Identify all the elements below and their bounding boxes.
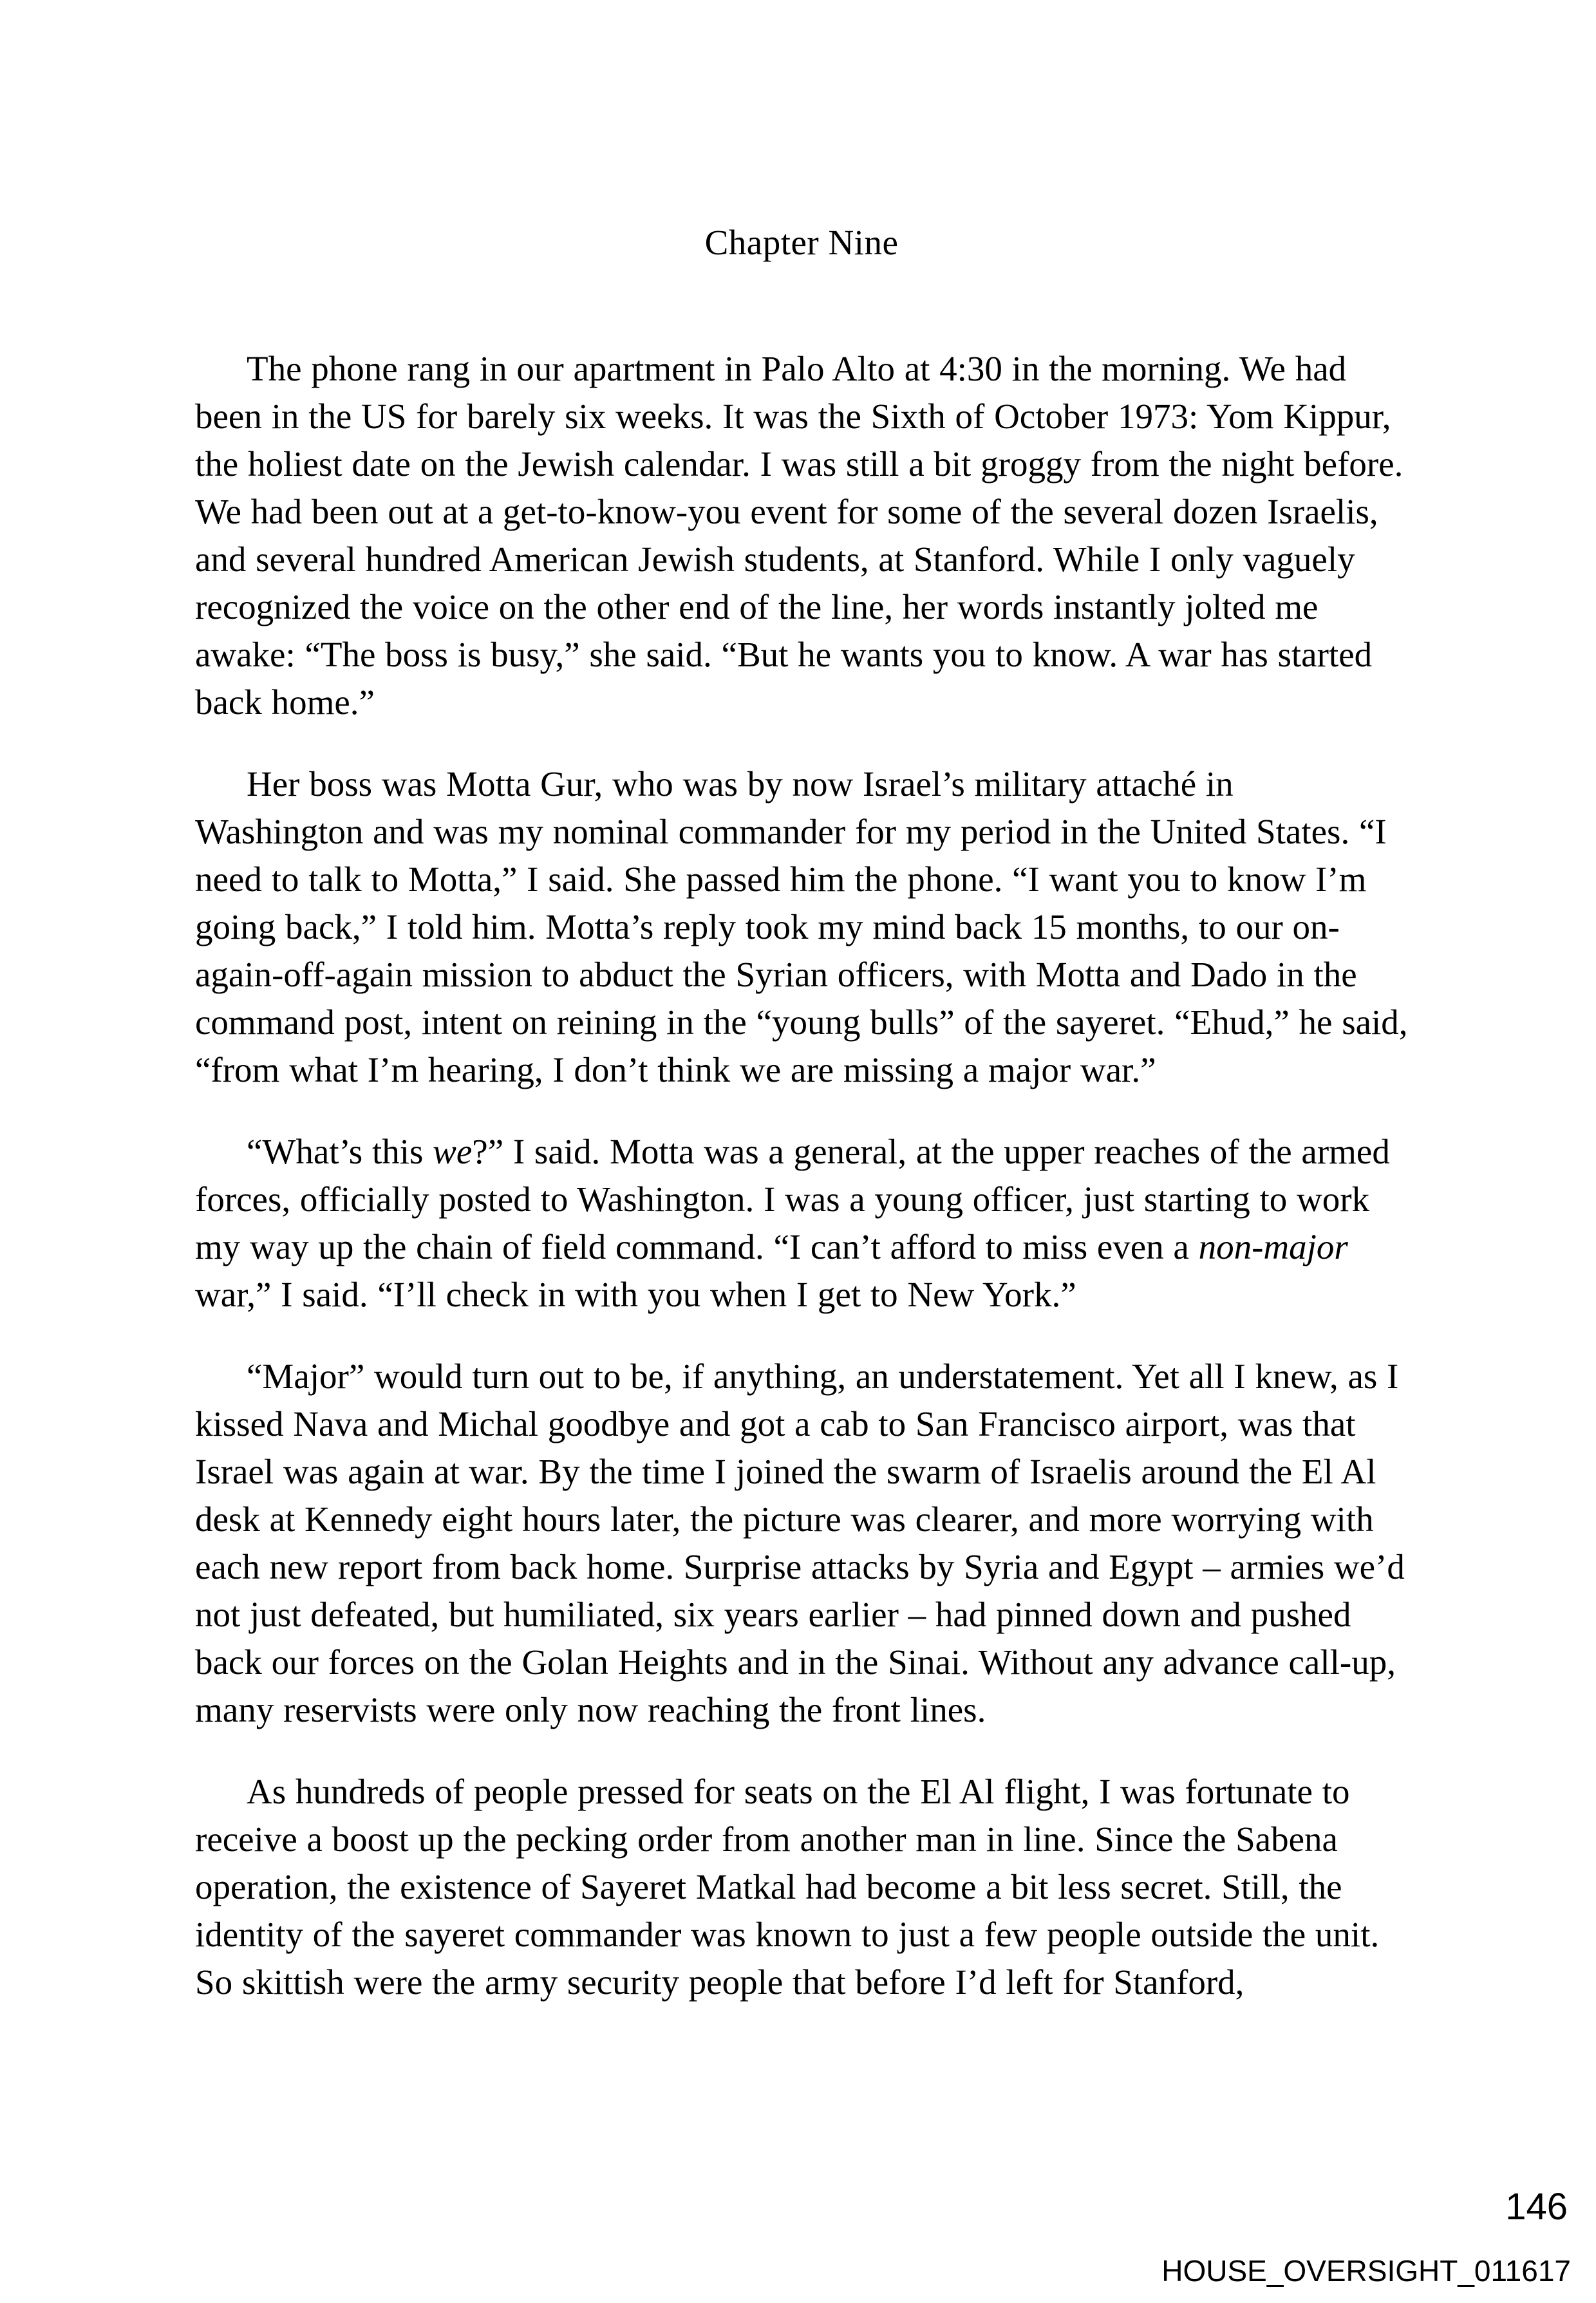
page-number: 146: [1505, 2186, 1568, 2228]
paragraph-1: [195, 345, 1408, 726]
paragraph-4: [195, 1353, 1408, 1734]
text-segment: The phone rang in our apartment in Palo Alto at 4:30 in the morning. We had been in the US for barely six weeks. It was the Sixth of October 1973: Yom Kippur, the holiest date on the Jewish calendar. I was still a bit groggy from the night before. We had been out at a get-to-know-you event for some of the several dozen Israelis, and several hundred American Jewish students, at Stanford. While I only vaguely recognized the voice on the other end of the line, her words instantly jolted me awake: “The boss is busy,” she said. “But he wants you to know. A war has started back home.”: [195, 349, 1404, 722]
body-text: [195, 345, 1408, 2006]
text-segment: Her boss was Motta Gur, who was by now Israel’s military attaché in Washington and was my nominal commander for my period in the United States. “I need to talk to Motta,” I said. She passed him the phone. “I want you to know I’m going back,” I told him. Motta’s reply took my mind back 15 months, to our on-again-off-again mission to abduct the Syrian officers, with Motta and Dado in the command post, intent on reining in the “young bulls” of the sayeret. “Ehud,” he said, “from what I’m hearing, I don’t think we are missing a major war.”: [195, 764, 1408, 1089]
text-segment-italic: non-major: [1198, 1227, 1348, 1266]
paragraph-2: [195, 760, 1408, 1094]
paragraph-5: [195, 1768, 1408, 2006]
text-segment: “What’s this: [247, 1132, 433, 1171]
bates-number: HOUSE_OVERSIGHT_011617: [1161, 2254, 1571, 2288]
text-segment-italic: we: [433, 1132, 473, 1171]
text-segment: ?” I said. Motta was a general, at the upper reaches of the armed forces, officially posted to Washington. I was a young officer, just starting to work my way up the chain of field command. “I can’t afford to miss even a: [195, 1132, 1390, 1266]
paragraph-3: [195, 1128, 1408, 1319]
text-segment: As hundreds of people pressed for seats on the El Al flight, I was fortunate to receive a boost up the pecking order from another man in line. Since the Sabena operation, the existence of Sayeret Matkal had become a bit less secret. Still, the identity of the sayeret commander was known to just a few people outside the unit. So skittish were the army security people that before I’d left for Stanford,: [195, 1772, 1380, 2002]
text-segment: war,” I said. “I’ll check in with you when I get to New York.”: [195, 1275, 1076, 1314]
text-segment: “Major” would turn out to be, if anything, an understatement. Yet all I knew, as I kissed Nava and Michal goodbye and got a cab to San Francisco airport, was that Israel was again at war. By the time I joined the swarm of Israelis around the El Al desk at Kennedy eight hours later, the picture was clearer, and more worrying with each new report from back home. Surprise attacks by Syria and Egypt – armies we’d not just defeated, but humiliated, six years earlier – had pinned down and pushed back our forces on the Golan Heights and in the Sinai. Without any advance call-up, many reservists were only now reaching the front lines.: [195, 1357, 1405, 1729]
chapter-heading: Chapter Nine: [704, 223, 899, 262]
